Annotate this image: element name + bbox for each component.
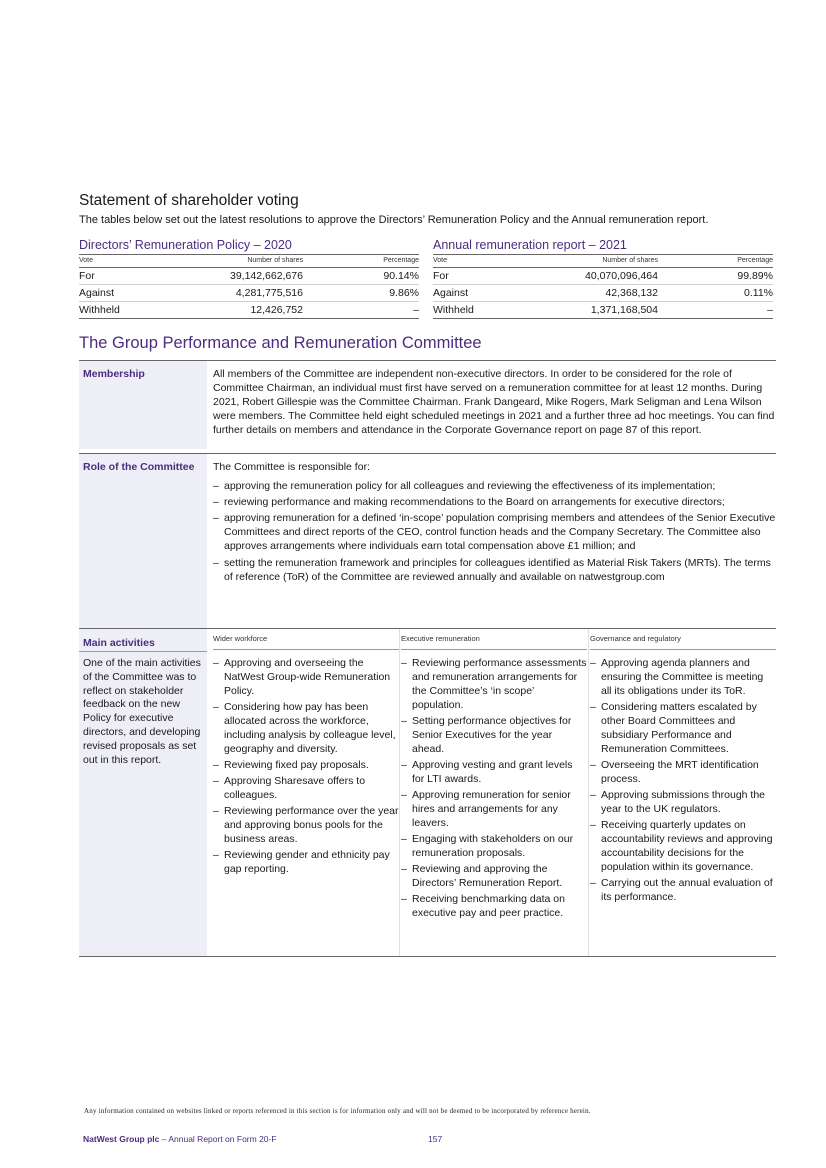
vote-cell: Against — [79, 285, 199, 302]
activities-description: One of the main activities of the Committee was to reflect on stakeholder feedback on the new Policy for executive directors, and developing revised proposals as set out in this report. — [83, 657, 201, 766]
list-item: – Approving and overseeing the NatWest Group-wide Remuneration Policy. — [213, 656, 399, 698]
list-item: – Approving remuneration for senior hires and arrangements for any leavers. — [401, 788, 587, 830]
table-row — [433, 268, 773, 285]
voting-heading: Statement of shareholder voting — [79, 192, 299, 209]
percent-cell: 99.89% — [658, 268, 773, 285]
membership-row — [79, 360, 776, 449]
list-item: – Setting performance objectives for Senior Executives for the year ahead. — [401, 714, 587, 756]
table-row — [79, 302, 419, 319]
page-number: 157 — [428, 1134, 443, 1144]
column-header: Wider workforce — [213, 629, 399, 650]
list-item: – approving remuneration for a defined ‘in-scope’ population comprising members and attendees of the Senior Executive Committees and direct reports of the CEO, control function heads and the Company Secretary. The Committee also approves arrangements where individuals earn total compensation above £1 million; and — [213, 511, 776, 553]
report-name: – Annual Report on Form 20-F — [161, 1134, 277, 1144]
table-header: Vote — [79, 255, 199, 268]
membership-label: Membership — [79, 361, 207, 449]
list-item: – Receiving benchmarking data on executive pay and peer practice. — [401, 892, 587, 920]
list-item: – Engaging with stakeholders on our remuneration proposals. — [401, 832, 587, 860]
divider — [79, 651, 207, 652]
role-label: Role of the Committee — [79, 454, 207, 628]
list-item: – Approving agenda planners and ensuring the Committee is meeting all its obligations under its ToR. — [590, 656, 776, 698]
column-wider-workforce — [213, 629, 399, 956]
committee-heading: The Group Performance and Remuneration Committee — [79, 334, 482, 352]
role-list — [213, 479, 776, 584]
shares-cell: 42,368,132 — [553, 285, 658, 302]
footer-brand — [83, 1134, 277, 1144]
list-item: – Reviewing fixed pay proposals. — [213, 758, 399, 772]
role-row — [79, 453, 776, 628]
percent-cell: 0.11% — [658, 285, 773, 302]
list-item: – Considering how pay has been allocated across the workforce, including analysis by colleague level, geography and diversity. — [213, 700, 399, 756]
percent-cell: – — [658, 302, 773, 319]
list-item: – Receiving quarterly updates on accountability reviews and approving accountability decisions for the population within its governance. — [590, 818, 776, 874]
list-item: – Overseeing the MRT identification process. — [590, 758, 776, 786]
list-item: – reviewing performance and making recommendations to the Board on arrangements for executive directors; — [213, 495, 776, 509]
vote-cell: Withheld — [79, 302, 199, 319]
role-intro: The Committee is responsible for: — [213, 461, 370, 473]
table-row — [433, 302, 773, 319]
divider — [588, 629, 589, 956]
policy-vote-title: Directors’ Remuneration Policy – 2020 — [79, 238, 292, 252]
report-vote-table — [433, 236, 773, 319]
report-vote-title: Annual remuneration report – 2021 — [433, 238, 627, 252]
shares-cell: 12,426,752 — [199, 302, 303, 319]
table-row — [79, 285, 419, 302]
percent-cell: 90.14% — [303, 268, 419, 285]
shares-cell: 40,070,096,464 — [553, 268, 658, 285]
list-item: – setting the remuneration framework and principles for colleagues identified as Material Risk Takers (MRTs). The terms of reference (ToR) of the Committee are reviewed annually and available on natwestgroup.com — [213, 556, 776, 584]
list-item: – Reviewing gender and ethnicity pay gap reporting. — [213, 848, 399, 876]
list-item: – approving the remuneration policy for all colleagues and reviewing the effectiveness of its implementation; — [213, 479, 776, 493]
table-row — [79, 268, 419, 285]
policy-vote-table — [79, 236, 419, 319]
disclaimer: Any information contained on websites linked or reports referenced in this section is for information only and will not be deemed to be incorporated by reference herein. — [84, 1107, 591, 1115]
table-header: Percentage — [303, 255, 419, 268]
percent-cell: 9.86% — [303, 285, 419, 302]
list-item: – Approving submissions through the year to the UK regulators. — [590, 788, 776, 816]
vote-cell: For — [79, 268, 199, 285]
list-item: – Reviewing performance assessments and remuneration arrangements for the Committee’s ‘in scope’ population. — [401, 656, 587, 712]
column-executive-remuneration — [401, 629, 587, 956]
activities-row — [79, 628, 776, 957]
column-governance-regulatory — [590, 629, 776, 956]
shares-cell: 1,371,168,504 — [553, 302, 658, 319]
activities-label-cell — [79, 629, 207, 956]
brand-name: NatWest Group plc — [83, 1134, 160, 1144]
table-header: Vote — [433, 255, 553, 268]
shares-cell: 39,142,662,676 — [199, 268, 303, 285]
shares-cell: 4,281,775,516 — [199, 285, 303, 302]
membership-text: All members of the Committee are independent non-executive directors. In order to be considered for the role of Committee Chairman, an individual must first have served on a remuneration committee for at least 12 months. During 2021, Robert Gillespie was the Committee Chairman. Frank Dangeard, Mike Rogers, Mark Seligman and Lena Wilson were members. The Committee held eight scheduled meetings in 2021 and a further three ad hoc meetings. You can find further details on members and attendance in the Corporate Governance report on page 87 of this report. — [213, 368, 775, 437]
list-item: – Approving Sharesave offers to colleagues. — [213, 774, 399, 802]
list-item: – Reviewing performance over the year and approving bonus pools for the business areas. — [213, 804, 399, 846]
voting-intro: The tables below set out the latest resolutions to approve the Directors’ Remuneration Policy and the Annual remuneration report. — [79, 214, 709, 226]
activities-label: Main activities — [83, 637, 155, 649]
divider — [399, 629, 400, 956]
vote-cell: Against — [433, 285, 553, 302]
table-row — [433, 285, 773, 302]
vote-cell: Withheld — [433, 302, 553, 319]
table-header: Number of shares — [199, 255, 303, 268]
list-item: – Carrying out the annual evaluation of its performance. — [590, 876, 776, 904]
list-item: – Approving vesting and grant levels for LTI awards. — [401, 758, 587, 786]
table-header: Number of shares — [553, 255, 658, 268]
column-header: Executive remuneration — [401, 629, 587, 650]
table-header: Percentage — [658, 255, 773, 268]
vote-cell: For — [433, 268, 553, 285]
percent-cell: – — [303, 302, 419, 319]
list-item: – Considering matters escalated by other Board Committees and subsidiary Performance and Remuneration Committees. — [590, 700, 776, 756]
list-item: – Reviewing and approving the Directors’ Remuneration Report. — [401, 862, 587, 890]
column-header: Governance and regulatory — [590, 629, 776, 650]
